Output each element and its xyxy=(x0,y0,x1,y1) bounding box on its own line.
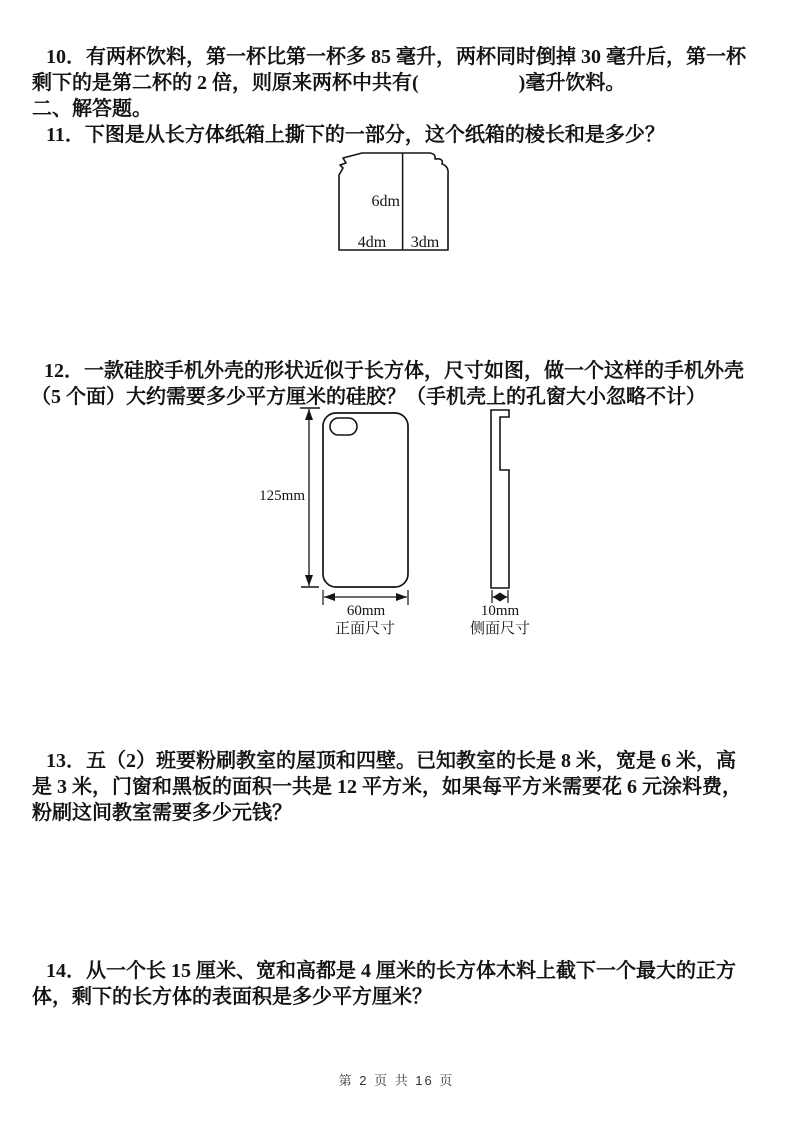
question-10-line-1: 10．有两杯饮料，第一杯比第一杯多 85 毫升，两杯同时倒掉 30 毫升后，第一杯 xyxy=(46,46,746,68)
question-13-line-2: 是 3 米，门窗和黑板的面积一共是 12 平方米，如果每平方米需要花 6 元涂料费， xyxy=(32,776,742,798)
width-arrowhead-right xyxy=(396,593,407,601)
front-view-caption: 正面尺寸 xyxy=(334,621,396,637)
question-11-box-diagram xyxy=(332,148,456,256)
question-11-text: 11．下图是从长方体纸箱上撕下的一部分，这个纸箱的棱长和是多少？ xyxy=(46,124,665,146)
camera-cutout xyxy=(330,418,357,435)
section-2-heading: 二、解答题。 xyxy=(32,98,152,120)
box-height-label: 6dm xyxy=(371,193,400,210)
question-12-phone-diagram xyxy=(255,403,547,643)
box-left-width-label: 4dm xyxy=(357,234,387,251)
width-arrowhead-left xyxy=(324,593,335,601)
side-dim-diamond-arrowheads xyxy=(493,593,507,602)
question-13-line-3: 粉刷这间教室需要多少元钱？ xyxy=(32,802,292,824)
question-12-line-1: 12．一款硅胶手机外壳的形状近似于长方体，尺寸如图，做一个这样的手机外壳 xyxy=(44,360,744,382)
question-14-line-1: 14．从一个长 15 厘米、宽和高都是 4 厘米的长方体木料上截下一个最大的正方 xyxy=(46,960,736,982)
height-arrowhead-down xyxy=(305,575,313,586)
front-height-label: 125mm xyxy=(259,488,305,504)
side-width-label: 10mm xyxy=(480,603,520,619)
question-13-line-1: 13．五（2）班要粉刷教室的屋顶和四壁。已知教室的长是 8 米，宽是 6 米，高 xyxy=(46,750,736,772)
phone-front-outline xyxy=(323,413,408,587)
box-right-width-label: 3dm xyxy=(410,234,440,251)
height-arrowhead-up xyxy=(305,409,313,420)
front-width-label: 60mm xyxy=(346,603,386,619)
page-number-footer: 第 2 页 共 16 页 xyxy=(338,1073,455,1088)
phone-side-outline xyxy=(491,410,509,588)
question-14-line-2: 体，剩下的长方体的表面积是多少平方厘米？ xyxy=(32,986,432,1008)
question-12-line-2: （5 个面）大约需要多少平方厘米的硅胶？（手机壳上的孔窗大小忽略不计） xyxy=(31,386,706,408)
question-10-line-2: 剩下的是第二杯的 2 倍，则原来两杯中共有( )毫升饮料。 xyxy=(32,72,626,94)
side-view-caption: 侧面尺寸 xyxy=(469,621,531,637)
